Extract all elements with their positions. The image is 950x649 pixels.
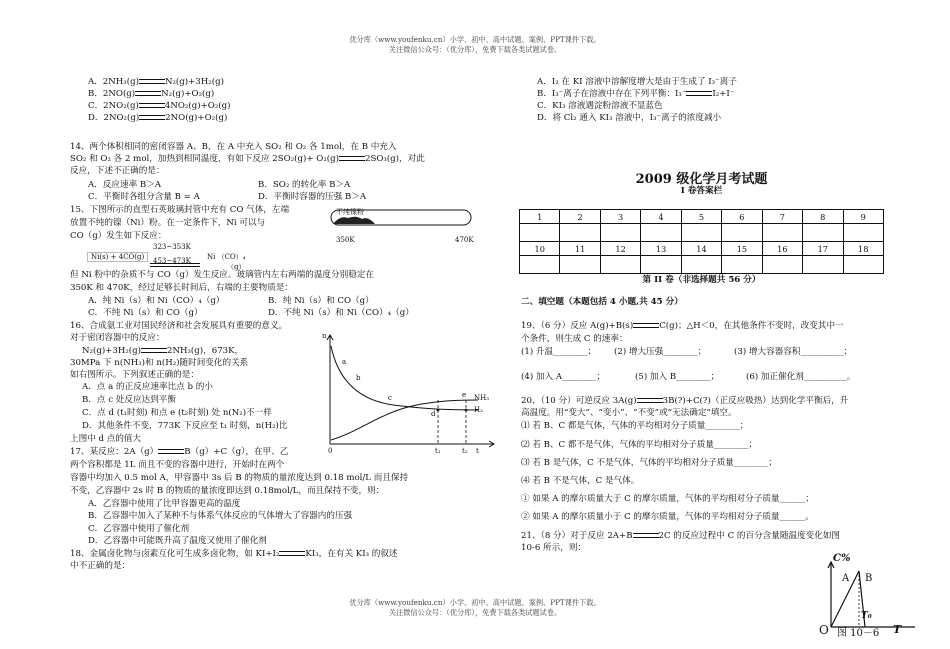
answer-number: 5: [681, 210, 721, 224]
exam-title: 2009 级化学月考试题: [635, 172, 768, 187]
q17-option-d: D．乙容器中可能既升高了温度又使用了催化剂: [88, 536, 267, 546]
q20-line-2: 高温度。用“变大”、“变小”、“不变”或“无法确定”填空。: [521, 408, 737, 418]
graph16-point-a: a: [342, 358, 347, 366]
graph16-y-label: n: [322, 332, 327, 340]
q15-line-2: 放置不纯的镍（Ni）粉。在一定条件下，Ni 可以与: [70, 218, 266, 228]
graph16-h2-label: H₂: [474, 406, 483, 414]
q15-eq-right: Ni （CO）₄: [207, 253, 246, 261]
equilibrium-arrow-icon: [637, 397, 663, 404]
graph21-point-a: A: [842, 573, 850, 584]
q20-line-1: 20、（10 分）可逆反应 3A(g) 3B(?)+C(?)（正反应吸热）达到化学平衡后，升: [521, 396, 849, 406]
graph21-t0: T₀: [861, 611, 872, 621]
graph16-point-b: b: [356, 374, 361, 382]
q16-graph: [318, 330, 498, 462]
q19-line-2: 个条件，则生成 C 的速率：: [521, 334, 628, 344]
q17-line-1: 17、某反应：2A（g） B（g）+C（g），在甲、乙: [70, 447, 289, 457]
answer-grid-row-numbers-1: [520, 210, 884, 224]
answer-number: 13: [641, 242, 681, 256]
q15-eq-sub: （g）: [227, 263, 246, 271]
q16-line-4: 30MPa 下 n(NH₃)和 n(H₂)随时间变化的关系: [70, 358, 249, 368]
answer-number: 17: [803, 242, 843, 256]
equilibrium-arrow-icon: [158, 448, 184, 455]
q16-line-1: 16、合成氨工业对国民经济和社会发展具有重要的意义。: [70, 321, 288, 331]
q21-graph: [815, 555, 925, 637]
answer-number: 6: [722, 210, 762, 224]
q19-blank-1[interactable]: (1) 升温________；: [521, 347, 597, 357]
answer-cell[interactable]: [681, 224, 721, 242]
answer-cell[interactable]: [843, 224, 884, 242]
answer-cell[interactable]: [600, 256, 640, 274]
tube-temp-left: 350K: [336, 236, 355, 244]
q17-line-4: 不变，乙容器中 2s 时 B 的物质的量浓度即达到 0.18mol/L，而且保持不变，则：: [70, 486, 385, 496]
q16-line-5: 如右图所示。下列叙述正确的是：: [70, 370, 199, 380]
q18-option-a: A．I₂ 在 KI 溶液中溶解度增大是由于生成了 I₃⁻离子: [537, 77, 737, 87]
q17-option-a: A．乙容器中使用了比甲容器更高的温度: [88, 499, 241, 509]
tube-label: 不纯镍粉: [336, 208, 364, 216]
q19-blank-6[interactable]: (6) 加正催化剂__________。: [746, 372, 856, 382]
answer-section-title: I 卷答案栏: [680, 186, 723, 196]
answer-number: 18: [843, 242, 884, 256]
answer-cell[interactable]: [803, 256, 843, 274]
q15-eq-left: Ni(s) + 4CO(g): [87, 252, 148, 262]
q16-option-c: C．点 d (t₁时刻) 和点 e (t₂时刻) 处 n(N₂)不一样: [82, 408, 272, 418]
q18-option-b: B．I₃⁻离子在溶液中存在下列平衡：I₃⁻ I₂+I⁻: [537, 89, 735, 99]
answer-number: 1: [520, 210, 560, 224]
q19-blank-2[interactable]: (2) 增大压强________；: [614, 347, 707, 357]
equilibrium-arrow-icon: [633, 532, 659, 539]
answer-number: 2: [560, 210, 600, 224]
answer-cell[interactable]: [641, 224, 681, 242]
q19-line-1: 19、（6 分）反应 A(g)+B(s) C(g)；△H＜0，在其他条件不变时，改变其中一: [521, 321, 844, 331]
answer-number: 3: [600, 210, 640, 224]
q18-line-1: 18、金属卤化物与卤素互化可生成多卤化物，如 KI+I₂ KI₃，在有关 KI₃ 的叙述: [70, 549, 398, 559]
graph16-t2: t₂: [462, 447, 468, 455]
graph16-t-axis: t: [476, 447, 479, 455]
q14-option-b: B．SO₂ 的转化率 B＞A: [258, 180, 351, 190]
answer-cell[interactable]: [560, 224, 600, 242]
q19-blank-5[interactable]: (5) 加入 B________；: [635, 372, 720, 382]
graph16-point-c: c: [388, 394, 392, 402]
answer-cell[interactable]: [722, 256, 762, 274]
q13-option-d: D．2NO₂(g) 2NO(g)+O₂(g): [88, 113, 228, 123]
equilibrium-arrow-icon: [686, 90, 712, 97]
part-two-title: 第 II 卷（非选择题共 56 分）: [642, 275, 761, 285]
graph16-nh3-label: NH₃: [474, 394, 490, 402]
answer-number: 10: [520, 242, 560, 256]
q20-item-5[interactable]: ① 如果 A 的摩尔质量大于 C 的摩尔质量，气体的平均相对分子质量______；: [521, 494, 814, 504]
answer-cell[interactable]: [681, 256, 721, 274]
answer-cell[interactable]: [520, 224, 560, 242]
q16-option-a: A．点 a 的正反应速率比点 b 的小: [82, 382, 213, 392]
q14-option-d: D．平衡时容器的压强 B＞A: [258, 192, 367, 202]
equilibrium-arrow-icon: [633, 322, 659, 329]
graph21-origin: O: [819, 623, 829, 637]
q16-line-3: N₂(g)+3H₂(g) 2NH₃(g)，673K，: [82, 346, 244, 356]
graph16-t1: t₁: [435, 447, 441, 455]
q17-option-b: B．乙容器中加入了某种不与体系气体反应的气体增大了容器内的压强: [88, 511, 353, 521]
graph16-point-e: e: [462, 391, 467, 399]
q15-eq-bottom: 453~473K: [153, 257, 191, 265]
q15-line-1: 15、下图所示的直型石英玻璃封管中充有 CO 气体，左端: [70, 205, 290, 215]
answer-number: 12: [600, 242, 640, 256]
answer-number: 7: [762, 210, 802, 224]
answer-grid-row-blank-2: [520, 256, 884, 274]
equilibrium-arrow-icon: [339, 155, 365, 162]
graph16-point-d: d: [431, 410, 436, 418]
equilibrium-arrow-icon: [135, 90, 161, 97]
graph21-caption: 图 10－6: [837, 628, 880, 639]
q14-option-a: A．反应速率 B＞A: [88, 180, 162, 190]
q19-blank-3[interactable]: (3) 增大容器容积__________；: [734, 347, 853, 357]
equilibrium-arrow-icon: [279, 550, 305, 557]
equilibrium-arrow-icon: [139, 78, 165, 85]
q13-option-c: C．2NO₂(g) 4NO₂(g)+O₂(g): [88, 101, 231, 111]
footer-line-2: 关注微信公众号：（优分库），免费下载各类试题试卷。: [388, 608, 562, 617]
answer-cell[interactable]: [762, 224, 802, 242]
answer-cell[interactable]: [600, 224, 640, 242]
page-header: [0, 35, 950, 55]
q14-option-c: C．平衡时各组分含量 B = A: [88, 192, 200, 202]
q15-line-5: 350K 和 470K，经过足够长时间后，右端的主要物质是：: [70, 283, 293, 293]
q17-option-c: C．乙容器中使用了催化剂: [88, 524, 190, 534]
answer-number: 15: [722, 242, 762, 256]
q14-line-3: 反应，下述不正确的是：: [70, 166, 165, 176]
q20-item-4: ⑷ 若 B 不是气体，C 是气体。: [521, 476, 640, 486]
q15-option-a: A．纯 Ni（s）和 Ni（CO）₄（g）: [88, 296, 225, 306]
answer-cell[interactable]: [762, 256, 802, 274]
q14-line-1: 14、两个体积相同的密闭容器 A、B，在 A 中充入 SO₂ 和 O₂ 各 1mol，在 B 中充入: [70, 142, 397, 152]
answer-cell[interactable]: [641, 256, 681, 274]
q15-option-c: C．不纯 Ni（s）和 CO（g）: [88, 308, 203, 318]
graph21-y-label: C%: [833, 553, 851, 564]
q20-item-3[interactable]: ⑶ 若 B 是气体，C 不是气体，气体的平均相对分子质量________；: [521, 458, 777, 468]
answer-cell[interactable]: [722, 224, 762, 242]
answer-number: 4: [641, 210, 681, 224]
q18-option-c: C．KI₃ 溶液遇淀粉溶液不显蓝色: [537, 101, 663, 111]
q13-option-a: A．2NH₃(g) N₂(g)+3H₂(g): [88, 77, 224, 87]
quartz-tube-figure: [330, 206, 476, 230]
q18-line-2: 中不正确的是：: [70, 561, 131, 571]
q16-option-d: D．其他条件不变，773K 下反应至 t₁ 时刻，n(H₂)比: [82, 421, 288, 431]
q21-line-1: 21、（8 分）对于反应 2A+B 2C 的反应过程中 C 的百分含量随温度变化如图: [521, 531, 841, 541]
q14-line-2: SO₂ 和 O₂ 各 2 mol，加热到相同温度，有如下反应 2SO₂(g)+ O₂(g) 2SO₃(g)，对此: [70, 154, 425, 164]
equilibrium-arrow-icon: [139, 114, 165, 121]
q15-option-d: D．不纯 Ni（s）和 Ni（CO）₄（g）: [268, 308, 414, 318]
footer-line-1: 优分库（www.youfenku.cn）小学、初中、高中试题、案例、PPT课件下载。: [349, 598, 601, 607]
answer-number: 16: [762, 242, 802, 256]
q18-option-d: D．将 Cl₂ 通入 KI₃ 溶液中，I₃⁻离子的浓度减小: [537, 113, 722, 123]
q21-line-2: 10-6 所示，则：: [521, 543, 587, 553]
answer-number: 14: [681, 242, 721, 256]
q15-line-3: CO（g）发生如下反应：: [70, 231, 167, 241]
answer-cell[interactable]: [803, 224, 843, 242]
graph16-origin: 0: [328, 447, 333, 455]
equilibrium-arrow-icon: [141, 347, 167, 354]
answer-cell[interactable]: [520, 256, 560, 274]
q20-item-1[interactable]: ⑴ 若 B、C 都是气体，气体的平均相对分子质量________；: [521, 421, 749, 431]
header-line-1: 优分库（www.youfenku.cn）小学、初中、高中试题、案例、PPT课件下载。: [349, 35, 601, 44]
q13-option-b: B．2NO(g) N₂(g)+O₂(g): [88, 89, 215, 99]
page-footer: [0, 598, 950, 618]
section-two-title: 二、填空题（本题包括 4 小题,共 45 分）: [521, 297, 683, 307]
answer-cell[interactable]: [560, 256, 600, 274]
equilibrium-arrow-icon: [139, 102, 165, 109]
q16-option-d-cont: 上图中 d 点的值大: [70, 434, 142, 444]
answer-grid-row-numbers-2: [520, 242, 884, 256]
q16-line-2: 对于密闭容器中的反应：: [70, 333, 165, 343]
header-line-2: 关注微信公众号：（优分库），免费下载各类试题试卷。: [388, 45, 562, 54]
q19-blank-4[interactable]: (4) 加入 A________；: [521, 372, 605, 382]
q15-line-4: 但 Ni 粉中的杂质不与 CO（g）发生反应。玻璃管内左右两端的温度分别稳定在: [70, 270, 374, 280]
q15-eq-top: 323~353K: [153, 243, 191, 251]
answer-grid-row-blank-1: [520, 224, 884, 242]
q20-item-2[interactable]: ⑵ 若 B、C 都不是气体，气体的平均相对分子质量________；: [521, 440, 757, 450]
q17-line-3: 容器中均加入 0.5 mol A，甲容器中 3s 后 B 的物质的量浓度达到 0.18 mol/L 而且保持: [70, 473, 409, 483]
tube-temp-right: 470K: [455, 236, 474, 244]
q16-option-b: B．点 c 处反应达到平衡: [82, 395, 176, 405]
q17-line-2: 两个容积都是 1L 而且不变的容器中进行，开始时在两个: [70, 460, 285, 470]
graph21-x-label: T: [893, 623, 902, 636]
answer-number: 8: [803, 210, 843, 224]
answer-cell[interactable]: [843, 256, 884, 274]
graph21-point-b: B: [865, 573, 873, 584]
answer-number: 11: [560, 242, 600, 256]
q15-option-b: B．纯 Ni（s）和 CO（g）: [268, 296, 374, 306]
q20-item-6[interactable]: ② 如果 A 的摩尔质量小于 C 的摩尔质量，气体的平均相对分子质量______。: [521, 512, 814, 522]
answer-number: 9: [843, 210, 884, 224]
answer-grid: [519, 209, 884, 274]
